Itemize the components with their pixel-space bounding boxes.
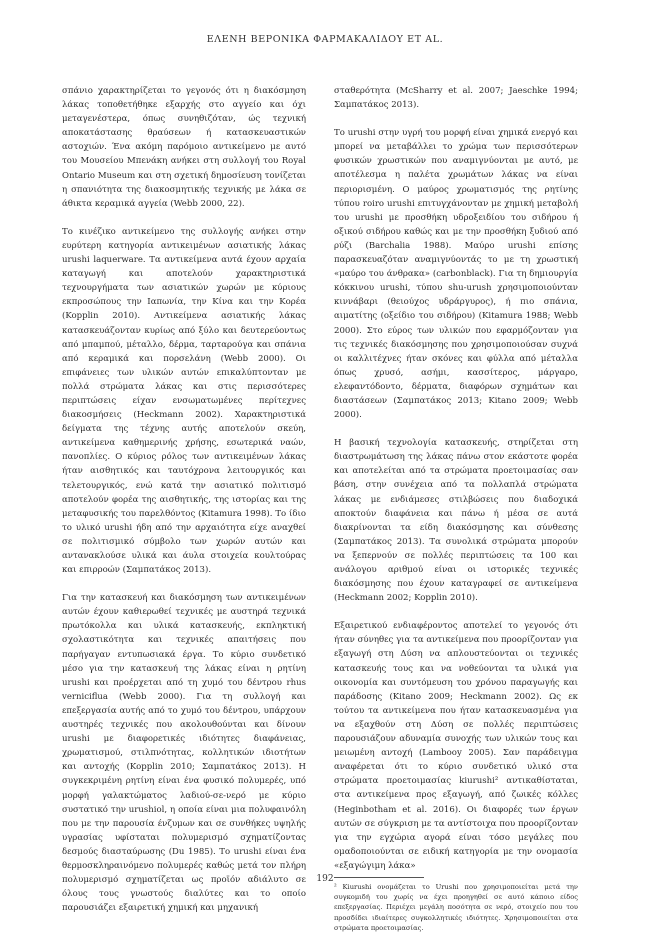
paragraph: Το κινέζικο αντικείμενο της συλλογής ανήκει στην ευρύτερη κατηγορία αντικειμένων ασιατικής λάκας urushi laquerware. Τα αντικείμενα αυτά έχουν αρχαία καταγωγή και αποτελούν χαρακτηριστικά τεχνουργήματα των ασιατικών χωρών με κύριους εκπροσώπους την Ιαπωνία, την Κίνα και την Κορέα (Kopplin 2010). Αντικείμενα ασιατικής λάκας κατασκευάζονταν κυρίως από ξύλο και δευτερεύοντως από μπαμπού, μέταλλο, δέρμα, ταρταρούγα και σπάνια από κεραμικά και πορσελάνη (Webb 2000). Οι επιφάνειες των υλικών αυτών επικαλύπτονταν με πολλά στρώματα λάκας και στις περισσότερες περιπτώσεις είχαν ενσωματωμένες περίτεχνες διακοσμήσεις (Heckmann 2002). Χαρακτηριστικά δείγματα της τέχνης αυτής αποτελούν σκεύη, αντικείμενα καθημερινής χρήσης, εσωτερικά ναών, πανοπλίες. Ο κύριος ρόλος των αντικειμένων λάκας ήταν αισθητικός και ταυτόχρονα λειτουργικός και τελετουργικός, ενώ κατά την ασιατικό πολιτισμό αποτελούν φορέα της αισθητικής, της ιστορίας και της μεταφυσικής του παρελθόντος (Kitamura 1998). Το ίδιο το υλικό urushi ήδη από την αρχαιότητα είχε αναχθεί σε πολιτισμικό σύμβολο των χωρών αυτών και αντανακλούσε υλικά και άυλα στοιχεία κουλτούρας και επιρροών (Σαμπατάκος 2013). — [62, 226, 306, 576]
paragraph: σταθερότητα (McSharry et al. 2007; Jaeschke 1994; Σαμπατάκος 2013). — [334, 86, 578, 111]
paragraph: Για την κατασκευή και διακόσμηση των αντικειμένων αυτών έχουν καθιερωθεί τεχνικές με αυστηρά τεχνικά πρωτόκολλα και υλικά κατασκευής, εκπληκτική σχολαστικότητα και τεχνικές απαιτήσεις που παρήγαγαν εντυπωσιακά έργα. Το κύριο συνδετικό μέσο για την κατασκευή της λάκας είναι η ρητίνη urushi και προέρχεται από τη χυμό του δέντρου rhus verniciflua (Webb 2000). Για τη συλλογή και επεξεργασία αυτής από το χυμό του δέντρου, υπάρχουν αυστηρές τεχνικές που ακολουθούνται και δίνουν urushi με διαφορετικές ιδιότητες διαφάνειας, χρωματισμού, στιλπνότητας, κολλητικών ιδιοτήτων και αντοχής (Kopplin 2010; Σαμπατάκος 2013). Η συγκεκριμένη ρητίνη είναι ένα φυσικό πολυμερές, υπό μορφή γαλακτώματος λαδιού-σε-νερό με κύριο συστατικό την urushiol, η οποία είναι μια πολυφαινόλη που με την παρουσία ένζυμων και σε συνθήκες υψηλής υγρασίας υφίσταται πολυμερισμό σχηματίζοντας δεσμούς διασταύρωσης (Du 1985). Το urushi είναι ένα θερμοσκληραινόμενο πολυμερές καθώς μετά τον πλήρη πολυμερισμό σχηματίζεται ως προϊόν αδιάλυτο σε όλους τους γνωστούς διαλύτες και το οποίο παρουσιάζει εξαιρετική χημική και μηχανική — [62, 593, 306, 914]
right-column — [334, 84, 578, 947]
footnote: ² Kiurushi ονομάζεται το Urushi που χρησιμοποιείται μετά την συγκομιδή του χωρίς να έχει προηγηθεί σε αυτό κάποιο είδος επεξεργασίας. Περιέχει μεγάλη ποσότητα σε νερό, στοιχείο που του προσδίδει ιδιαίτερες συγκολλητικές ιδιότητες. Χρησιμοποιείται στα στρώματα προετοιμασίας. — [334, 882, 578, 932]
page-number: 192 — [316, 874, 334, 884]
running-head: ΕΛΕΝΗ ΒΕΡΟΝΙΚΑ ΦΑΡΜΑΚΑΛΙΔΟΥ ET AL. — [206, 34, 444, 45]
paragraph: σπάνιο χαρακτηρίζεται το γεγονός ότι η διακόσμηση λάκας τοποθετήθηκε εξαρχής στο αγγείο και όχι μεταγενέστερα, όπως συνηθιζόταν, ώς τεχνική αποκατάστασης θραύσεων ή κατασκευαστικών αστοχιών. Ένα ακόμη παρόμοιο αντικείμενο με αυτό του Μουσείου Μπενάκη ανήκει στη συλλογή του Royal Ontario Museum και στη σχετική δημοσίευση τονίζεται η σπανιότητα της διακοσμητικής τεχνικής με λάκα σε άθικτα κεραμικά αγγεία (Webb 2000, 22). — [62, 86, 306, 209]
paragraph: Εξαιρετικού ενδιαφέροντος αποτελεί το γεγονός ότι ήταν σύνηθες για τα αντικείμενα που προορίζονταν για εξαγωγή στη Δύση να απλουστεύονται οι τεχνικές κατασκευής τους και να νοθεύονται τα υλικά για οικονομία και συντόμευση του χρόνου παραγωγής και παράδοσης (Kitano 2009; Heckmann 2002). Ως εκ τούτου τα αντικείμενα που ήταν κατασκευασμένα για να εξαχθούν στη Δύση σε πολλές περιπτώσεις παρουσιάζουν αδυναμία συνοχής των υλικών τους και μειωμένη αντοχή (Lambooy 2005). Σαν παράδειγμα αναφέρεται ότι το κύριο συνδετικό υλικό στα στρώματα προετοιμασίας kiurushi² αντικαθίσταται, στα αντικείμενα προς εξαγωγή, από ζωικές κόλλες (Heginbotham et al. 2016). Οι διαφορές των έργων αυτών σε σύγκριση με τα αντίστοιχα που προορίζονταν για την εγχώρια αγορά είναι τόσο μεγάλες που ομαδοποιούνται σε ειδική κατηγορία με την ονομασία «εξαγώγιμη λάκα» — [334, 621, 578, 871]
left-column — [62, 84, 306, 929]
paragraph: Το urushi στην υγρή του μορφή είναι χημικά ενεργό και μπορεί να μεταβάλλει το χρώμα των περισσότερων φυσικών χρωστικών που αναμιγνύονται με αυτό, με αποτέλεσμα η παλέτα χρωμάτων λάκας να είναι περιορισμένη. Ο μαύρος χρωματισμός της ρητίνης τύπου roiro urushi επιτυγχάνονταν με χημική μεταβολή του urushi με προσθήκη υδροξειδίου του σιδήρου ή οξικού σιδήρου καθώς και με την προσθήκη ξυδιού από ρύζι (Barchalia 1988). Μαύρο urushi επίσης παρασκευαζόταν αναμιγνύοντάς το με τη χρωστική «μαύρο του άνθρακα» (carbonblack). Για τη δημιουργία κόκκινου urushi, τύπου shu-urush χρησιμοποιούνταν κιννάβαρι (θειούχος υδράργυρος), ή πιο σπάνια, αιματίτης (οξείδιο του σιδήρου) (Kitamura 1988; Webb 2000). Στο εύρος των υλικών που εφαρμόζονταν για τις τεχνικές διακόσμησης που χρησιμοποιούσαν συχνά οι καλλιτέχνες ήταν σκόνες και φύλλα από μέταλλα όπως χρυσό, ασήμι, κασσίτερος, μάργαρο, ελεφαντόδοντο, δέρματα, διαφόρων σχημάτων και διαστάσεων (Σαμπατάκος 2013; Kitano 2009; Webb 2000). — [334, 128, 578, 421]
paragraph: Η βασική τεχνολογία κατασκευής, στηρίζεται στη διαστρωμάτωση της λάκας πάνω στον εκάστοτε φορέα και αποτελείται από τα στρώματα προετοιμασίας σαν βάση, στην συνέχεια από τα πολλαπλά στρώματα λάκας με ενδιάμεσες στιλβώσεις που διαδοχικά αποκτούν διαφάνεια και πάνω ή μέσα σε αυτά διακρίνονται τα είδη διακόσμησης και σύνθεσης (Σαμπατάκος 2013). Τα συνολικά στρώματα μπορούν να ξεπερνούν σε πολλές περιπτώσεις τα 100 και ανάλογου αριθμού είναι οι ιστορικές τεχνικές διακόσμησης που έχουν καταγραφεί σε αντικείμενα (Heckmann 2002; Kopplin 2010). — [334, 438, 578, 604]
